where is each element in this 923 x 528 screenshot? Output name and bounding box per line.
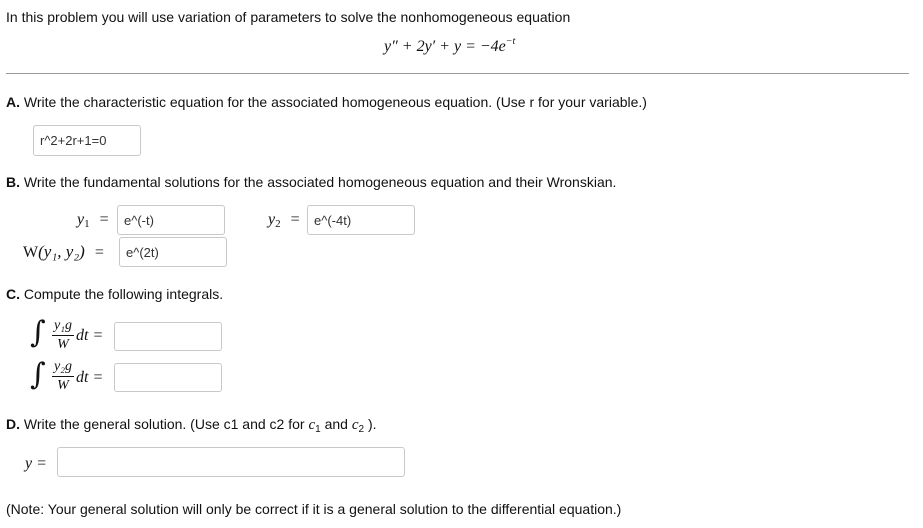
wronskian-label: W(y₁, y₂) = (23, 242, 104, 261)
wronskian-input[interactable] (119, 237, 227, 267)
integral-2-fraction (52, 359, 74, 394)
note-text: (Note: Your general solution will only be correct if it is a general solution to the differential equation.) (6, 501, 622, 517)
part-c-label: C. (6, 286, 20, 302)
integral-2-numerator: y₂g (53, 359, 73, 374)
y1-label: y1 = (77, 211, 109, 230)
general-solution-label: y = (25, 455, 47, 472)
part-d-prompt: D. Write the general solution. (Use c1 and c2 for $c_1$ and $c_2$ ). (6, 416, 377, 435)
integral-2-denominator: W (57, 378, 69, 393)
equation-exponent: −t (505, 36, 516, 47)
part-a-prompt (6, 94, 647, 110)
characteristic-equation-input[interactable] (33, 125, 141, 156)
part-b-prompt (6, 174, 616, 190)
general-solution-input[interactable] (57, 447, 405, 477)
y2-input[interactable] (307, 205, 415, 235)
part-a-text: Write the characteristic equation for the associated homogeneous equation. (Use r for your variable.) (23, 94, 647, 110)
y1-input[interactable] (117, 205, 225, 235)
part-b-label: B. (6, 174, 20, 190)
main-equation (384, 38, 515, 56)
y2-label: y2 = (268, 211, 300, 230)
integral-1-input[interactable] (114, 322, 222, 351)
integral-sign-1: ∫ (30, 315, 46, 350)
integral-1-fraction (52, 318, 74, 353)
integral-sign-2: ∫ (30, 357, 46, 392)
intro-text: In this problem you will use variation of parameters to solve the nonhomogeneous equation (6, 9, 571, 25)
part-a-label: A. (6, 94, 20, 110)
equation-lhs: y″ + 2y′ + y = −4e (384, 38, 506, 55)
part-c-prompt (6, 286, 223, 302)
integral-1-dt: dt = (76, 327, 104, 344)
part-c-text: Compute the following integrals. (23, 286, 224, 302)
divider (6, 73, 909, 74)
part-d-label: D. (6, 416, 20, 432)
integral-2-dt: dt = (76, 369, 104, 386)
integral-1-numerator: y₁g (53, 318, 73, 333)
part-b-text: Write the fundamental solutions for the associated homogeneous equation and their Wronskian. (23, 174, 617, 190)
integral-2-input[interactable] (114, 363, 222, 392)
integral-1-denominator: W (57, 337, 69, 352)
